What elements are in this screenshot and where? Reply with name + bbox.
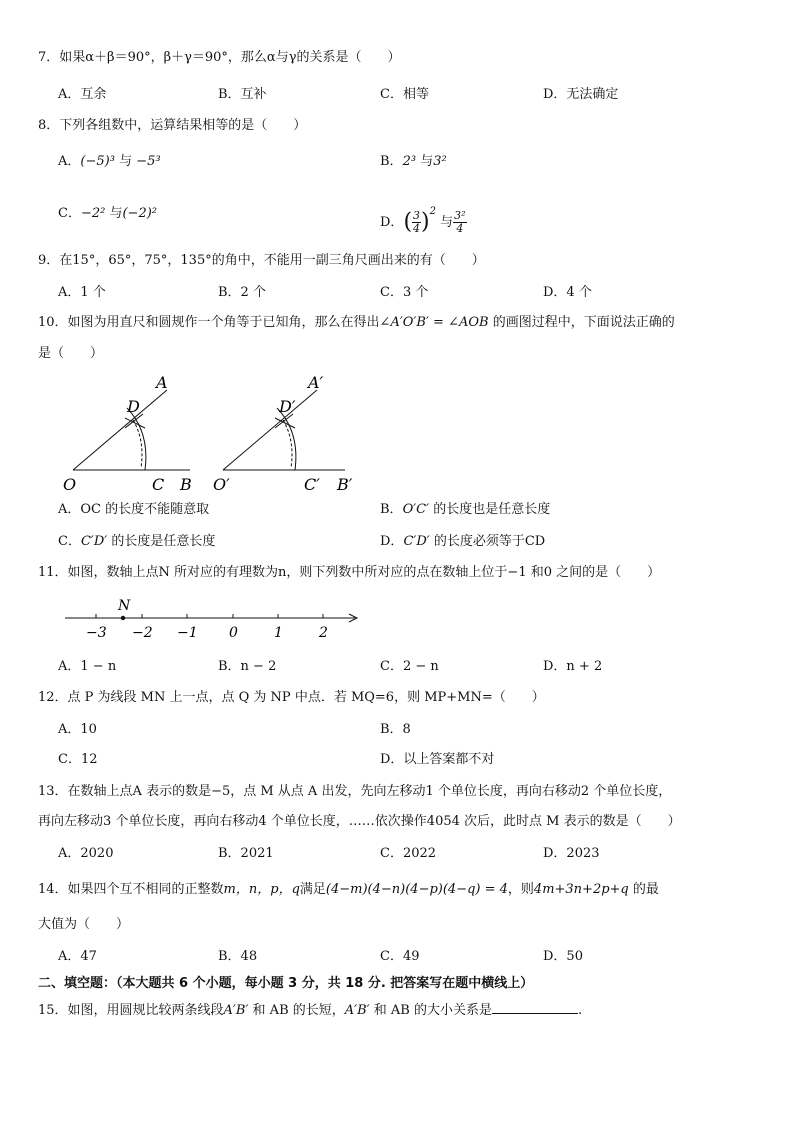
q10-left-label-a: A — [156, 373, 168, 392]
q13-option-d: D．2023 — [543, 846, 600, 861]
q8-option-c-label: C． — [58, 206, 81, 221]
q14-option-a: A．47 — [58, 949, 97, 964]
q8-option-a-mid: 与 — [119, 154, 133, 169]
q11-tick-label: 2 — [319, 625, 328, 641]
q10-right-label-d: D′ — [279, 397, 296, 416]
q14-stem-expression: 4m+3n+2p+q — [533, 882, 629, 897]
q11-point-n — [121, 616, 125, 620]
q13-stem-line1: 13．在数轴上点A 表示的数是−5，点 M 从点 A 出发，先向左移动1 个单位长度，再向右移动2 个单位长度， — [38, 784, 672, 799]
q8-option-c-right: (−2)² — [122, 206, 158, 221]
q10-option-d — [380, 533, 545, 551]
q10-option-d-label: D． — [380, 534, 404, 549]
q10-right-label-b: B′ — [337, 475, 353, 494]
q10-left-label-c: C — [152, 475, 165, 494]
q11-option-c: C．2 − n — [380, 659, 439, 674]
q10-figure — [55, 370, 365, 495]
q10-stem-math: ∠A′O′B′ = ∠AOB — [379, 315, 489, 330]
q10-right-label-c: C′ — [304, 475, 320, 494]
q14-stem-text-b: 满足 — [299, 882, 326, 897]
q9-stem: 9．在15°，65°，75°，135°的角中，不能用一副三角尺画出来的有（ ） — [38, 253, 485, 268]
q10-stem-text-a: 10．如图为用直尺和圆规作一个角等于已知角，那么在得出 — [38, 315, 380, 330]
q10-option-b-label: B． — [380, 502, 403, 517]
q8-option-a-label: A． — [58, 154, 81, 169]
q10-left-label-b: B — [180, 475, 192, 494]
q8-option-a-right: −5³ — [136, 154, 161, 169]
q7-option-a: A．互余 — [58, 87, 107, 102]
q11-tick-label: 0 — [229, 625, 238, 641]
q15-stem-text-b: 和 AB 的长短， — [252, 1003, 345, 1018]
q8-option-d-exponent: 2 — [429, 206, 436, 217]
q14-stem-line2: 大值为（ ） — [38, 917, 130, 932]
q11-point-n-label: N — [118, 598, 131, 614]
q10-option-c-math: C′D′ — [80, 534, 108, 549]
q14-stem-equation: (4−m)(4−n)(4−p)(4−q) = 4 — [325, 882, 508, 897]
q14-stem-text-d: 的最 — [632, 882, 659, 897]
q10-left-label-d: D — [127, 397, 140, 416]
q8-option-b-label: B． — [380, 154, 403, 169]
q15-stem — [38, 1001, 582, 1020]
q8-option-d-numerator: 3 — [413, 209, 421, 222]
q10-stem-line1 — [38, 314, 675, 332]
q10-option-c-label: C． — [58, 534, 81, 549]
q13-option-a: A．2020 — [58, 846, 114, 861]
q10-option-a: A．OC 的长度不能随意取 — [58, 502, 210, 517]
q11-option-a: A．1 − n — [58, 659, 117, 674]
q14-option-c: C．49 — [380, 949, 420, 964]
q10-option-b-math: O′C′ — [402, 502, 430, 517]
q10-right-label-o: O′ — [213, 475, 230, 494]
q8-option-d-right-numerator: 3² — [454, 209, 466, 222]
q15-answer-blank[interactable] — [492, 1001, 578, 1014]
q10-left-label-o: O — [63, 475, 77, 494]
q11-tick-label: 1 — [274, 625, 283, 641]
q12-option-d: D．以上答案都不对 — [380, 752, 495, 767]
q13-option-b: B．2021 — [218, 846, 274, 861]
q8-option-d-denominator: 4 — [413, 222, 421, 235]
q10-option-c-text: 的长度是任意长度 — [111, 534, 216, 549]
q8-option-c-mid: 与 — [109, 206, 123, 221]
q9-option-b: B．2 个 — [218, 285, 266, 300]
q14-stem-text-c: ，则 — [507, 882, 534, 897]
q14-stem-line1 — [38, 881, 659, 899]
q8-option-a — [58, 153, 161, 171]
q8-option-c-left: −2² — [80, 206, 106, 221]
q10-right-label-a: A′ — [308, 373, 324, 392]
q10-option-d-math: C′D′ — [403, 534, 430, 549]
q10-option-b — [380, 501, 550, 519]
q8-option-d: D．( $\frac{3}{4}$ )$^2$ 与 $\frac{\text{3²}}{4}$ — [380, 206, 466, 235]
q7-option-c: C．相等 — [380, 87, 429, 102]
q15-stem-math-1: A′B′ — [223, 1003, 249, 1018]
q11-option-b: B．n − 2 — [218, 659, 277, 674]
q13-stem-line2: 再向左移动3 个单位长度，再向右移动4 个单位长度，……依次操作4054 次后，此时点 M 表示的数是（ ） — [38, 814, 681, 829]
q10-option-d-text: 的长度必须等于CD — [433, 534, 546, 549]
q10-stem-text-b: 的画图过程中，下面说法正确的 — [492, 315, 675, 330]
q8-option-b-right: 3² — [433, 154, 447, 169]
q10-option-c — [58, 533, 215, 551]
q10-figure-right — [213, 373, 353, 494]
section-2-title: 二、填空题：（本大题共 6 个小题，每小题 3 分，共 18 分. 把答案写在题中横线上） — [38, 976, 534, 991]
q11-option-d: D．n + 2 — [543, 659, 603, 674]
q8-option-d-label: D． — [380, 215, 404, 230]
q7-option-b: B．互补 — [218, 87, 267, 102]
q9-option-c: C．3 个 — [380, 285, 429, 300]
q12-option-c: C．12 — [58, 752, 98, 767]
q15-stem-end: . — [577, 1003, 583, 1018]
q8-option-d-mid: 与 — [440, 215, 454, 230]
q11-tick-label: −1 — [177, 625, 198, 641]
q7-stem: 7．如果α＋β＝90°，β＋γ＝90°，那么α与γ的关系是（ ） — [38, 50, 401, 65]
q15-stem-text-a: 15．如图，用圆规比较两条线段 — [38, 1003, 224, 1018]
q8-option-b — [380, 153, 447, 171]
q14-stem-text-a: 14．如果四个互不相同的正整数 — [38, 882, 224, 897]
q13-option-c: C．2022 — [380, 846, 437, 861]
q8-stem: 8．下列各组数中，运算结果相等的是（ ） — [38, 118, 307, 133]
q12-option-a: A．10 — [58, 722, 97, 737]
q8-option-c — [58, 205, 157, 223]
q10-stem-line2: 是（ ） — [38, 346, 104, 361]
q11-number-line — [60, 593, 370, 643]
q9-option-a: A．1 个 — [58, 285, 106, 300]
q14-option-d: D．50 — [543, 949, 583, 964]
q12-stem: 12．点 P 为线段 MN 上一点，点 Q 为 NP 中点．若 MQ=6，则 MP+MN=（ ） — [38, 690, 545, 705]
q11-tick-label: −3 — [86, 625, 107, 641]
q7-option-d: D．无法确定 — [543, 87, 619, 102]
q11-tick-label: −2 — [132, 625, 153, 641]
q8-option-a-left: (−5)³ — [80, 154, 115, 169]
q10-option-b-text: 的长度也是任意长度 — [433, 502, 551, 517]
q11-stem: 11．如图，数轴上点N 所对应的有理数为n，则下列数中所对应的点在数轴上位于−1 和0 之间的是（ ） — [38, 565, 661, 580]
q12-option-b: B．8 — [380, 722, 411, 737]
q11-ticks — [96, 614, 323, 618]
q8-option-b-left: 2³ — [402, 154, 417, 169]
q15-stem-text-c: 和 AB 的大小关系是 — [373, 1003, 492, 1018]
q8-option-d-right-denominator: 4 — [456, 222, 464, 235]
q8-option-b-mid: 与 — [420, 154, 434, 169]
q14-stem-vars: m，n，p，q — [223, 882, 300, 897]
q15-stem-math-2: A′B′ — [344, 1003, 370, 1018]
q14-option-b: B．48 — [218, 949, 258, 964]
q9-option-d: D．4 个 — [543, 285, 592, 300]
q10-figure-left — [63, 373, 192, 494]
